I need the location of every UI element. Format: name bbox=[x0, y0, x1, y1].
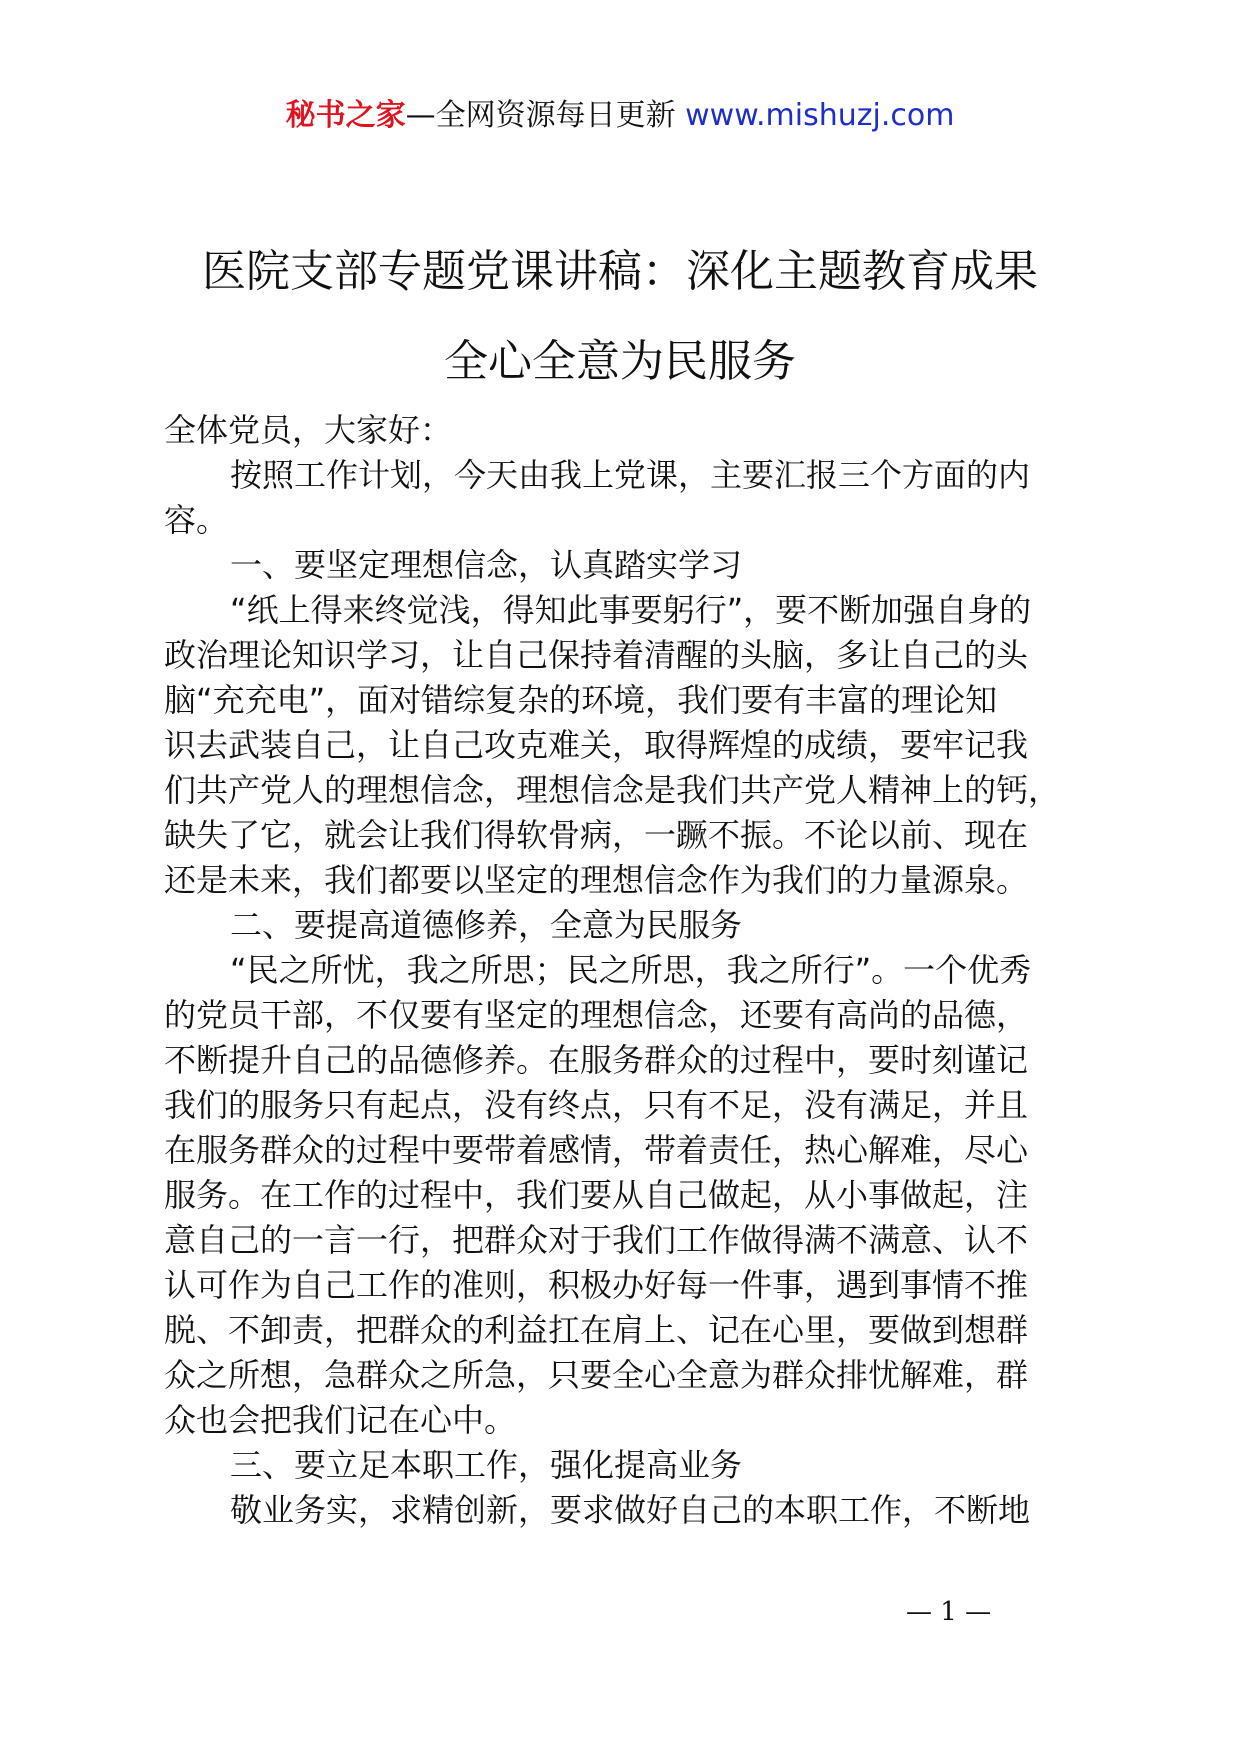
paragraph-line: 我们的服务只有起点，没有终点，只有不足，没有满足，并且 bbox=[164, 1086, 1029, 1124]
paragraph-line: 服务。在工作的过程中，我们要从自己做起，从小事做起，注 bbox=[164, 1176, 1029, 1214]
intro-line: 按照工作计划，今天由我上党课，主要汇报三个方面的内 bbox=[230, 456, 1031, 494]
paragraph-line: 脑“充充电”，面对错综复杂的环境，我们要有丰富的理论知 bbox=[164, 681, 998, 719]
document-title-line-2: 全心全意为民服务 bbox=[444, 336, 796, 387]
paragraph-line: 不断提升自己的品德修养。在服务群众的过程中，要时刻谨记 bbox=[164, 1041, 1029, 1079]
paragraph-line: 的党员干部，不仅要有坚定的理想信念，还要有高尚的品德， bbox=[164, 996, 1029, 1034]
header-tagline: —全网资源每日更新 bbox=[405, 98, 686, 133]
site-url-link[interactable]: www.mishuzj.com bbox=[685, 98, 955, 133]
paragraph-line: 脱、不卸责，把群众的利益扛在肩上、记在心里，要做到想群 bbox=[164, 1311, 1029, 1349]
intro-line: 容。 bbox=[164, 501, 229, 539]
paragraph-line: 认可作为自己工作的准则，积极办好每一件事，遇到事情不推 bbox=[164, 1266, 1029, 1304]
section-heading-1: 一、要坚定理想信念，认真踏实学习 bbox=[230, 546, 743, 584]
paragraph-line: 意自己的一言一行，把群众对于我们工作做得满不满意、认不 bbox=[164, 1221, 1029, 1259]
greeting: 全体党员，大家好： bbox=[164, 411, 453, 449]
paragraph-line: 在服务群众的过程中要带着感情，带着责任，热心解难，尽心 bbox=[164, 1131, 1029, 1169]
paragraph-line: 们共产党人的理想信念，理想信念是我们共产党人精神上的钙， bbox=[164, 771, 1061, 809]
paragraph-line: 识去武装自己，让自己攻克难关，取得辉煌的成绩，要牢记我 bbox=[164, 726, 1029, 764]
section-heading-2: 二、要提高道德修养，全意为民服务 bbox=[230, 906, 743, 944]
document-body bbox=[164, 408, 1084, 1533]
paragraph-line: 政治理论知识学习，让自己保持着清醒的头脑，多让自己的头 bbox=[164, 636, 1029, 674]
section-heading-3: 三、要立足本职工作，强化提高业务 bbox=[230, 1446, 743, 1484]
paragraph-line: 缺失了它，就会让我们得软骨病，一蹶不振。不论以前、现在 bbox=[164, 816, 1029, 854]
page-number: — 1 — bbox=[906, 1597, 992, 1627]
document-title-line-1: 医院支部专题党课讲稿：深化主题教育成果 bbox=[202, 246, 1038, 297]
paragraph-line: 众之所想，急群众之所急，只要全心全意为群众排忧解难，群 bbox=[164, 1356, 1029, 1394]
paragraph-line: 众也会把我们记在心中。 bbox=[164, 1401, 517, 1439]
paragraph-line: 还是未来，我们都要以坚定的理想信念作为我们的力量源泉。 bbox=[164, 861, 1029, 899]
paragraph-line: “纸上得来终觉浅，得知此事要躬行”，要不断加强自身的 bbox=[230, 591, 1032, 629]
site-header bbox=[0, 96, 1240, 136]
paragraph-line: 敬业务实，求精创新，要求做好自己的本职工作，不断地 bbox=[230, 1491, 1031, 1529]
brand-name: 秘书之家 bbox=[285, 98, 406, 133]
paragraph-line: “民之所忧，我之所思；民之所思，我之所行”。一个优秀 bbox=[230, 951, 1032, 989]
